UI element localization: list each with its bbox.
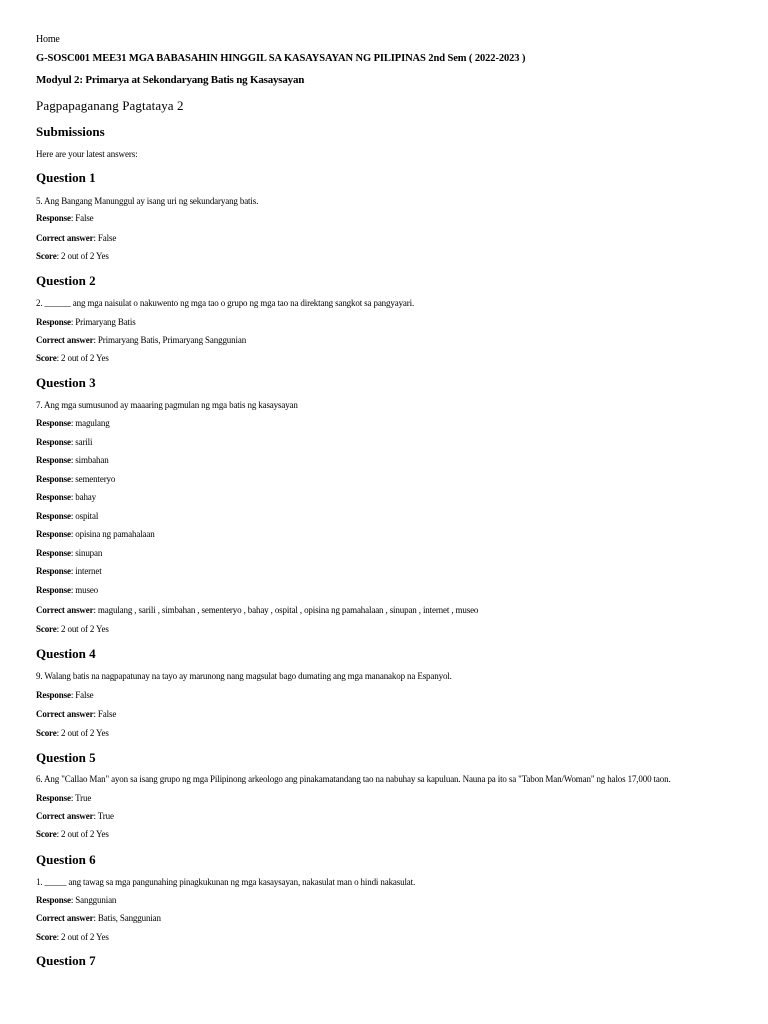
question-6-correct-answer-label: Correct answer [36,913,94,923]
question-5-correct-answer-label: Correct answer [36,811,94,821]
submissions-heading: Submissions [36,124,105,139]
question-2-response-label: Response [36,317,71,327]
question-3-response-label: Response [36,492,71,502]
question-3-response [36,474,115,484]
question-6-response-label: Response [36,895,71,905]
question-1-response-value: : False [70,213,94,223]
question-6-score-label: Score [36,932,57,942]
question-3-score-value: : 2 out of 2 Yes [56,624,109,634]
question-3-score-label: Score [36,624,57,634]
question-3-response [36,418,110,428]
question-3-response-value: : simbahan [70,455,109,465]
question-2-correct-answer-label: Correct answer [36,335,94,345]
question-4-score-label: Score [36,728,57,738]
question-1-correct-answer-value: : False [93,233,117,243]
question-4-correct-answer-label: Correct answer [36,709,94,719]
question-3-response-label: Response [36,584,71,595]
question-1-heading: Question 1 [36,170,96,185]
question-4-response [36,690,94,700]
breadcrumb-home[interactable]: Home [36,34,60,45]
question-3-response-value: : internet [70,566,102,576]
question-4-prompt: 9. Walang batis na nagpapatunay na tayo ay marunong nang magsulat bago dumating ang mga mananakop na Espanyol. [36,671,452,681]
question-3-prompt: 7. Ang mga sumusunod ay maaaring pagmulan ng mga batis ng kasaysayan [36,400,298,410]
question-3-response [36,548,102,558]
question-3-response [36,566,102,576]
question-3-response [36,529,155,539]
question-3-response [36,511,98,521]
question-3-response [36,492,96,502]
question-3-response-value: : magulang [70,418,110,428]
question-5-heading: Question 5 [36,750,96,765]
question-6-correct-answer [36,913,161,923]
question-3-response-value: : museo [70,584,99,595]
question-2-response-value: : Primaryang Batis [70,317,136,327]
intro-text: Here are your latest answers: [36,149,138,159]
question-2-score [36,353,109,363]
question-1-score-value: : 2 out of 2 Yes [56,251,109,261]
question-1-response-label: Response [36,213,71,223]
question-3-response-value: : sarili [70,436,93,447]
question-2-response [36,317,136,327]
question-2-correct-answer-value: : Primaryang Batis, Primaryang Sanggunian [93,335,247,345]
question-1-response [36,213,94,223]
question-4-response-value: : False [70,690,94,700]
question-5-score-label: Score [36,829,57,839]
question-3-response-label: Response [36,566,71,576]
question-5-correct-answer [36,811,114,821]
course-title: G-SOSC001 MEE31 MGA BABASAHIN HINGGIL SA KASAYSAYAN NG PILIPINAS 2nd Sem ( 2022-2023 ) [36,53,526,64]
question-2-correct-answer [36,335,246,345]
module-title: Modyul 2: Primarya at Sekondaryang Batis ng Kasaysayan [36,74,305,86]
question-6-response-value: : Sanggunian [70,895,117,905]
question-3-response-value: : sinupan [70,547,103,558]
question-3-response-label: Response [36,547,71,558]
question-3-correct-answer-label: Correct answer [36,605,94,615]
question-3-response [36,455,109,465]
question-3-correct-answer-value: : magulang , sarili , simbahan , sementeryo , bahay , ospital , opisina ng pamahalaan , sinupan , internet , museo [93,605,479,615]
question-3-response-value: : sementeryo [70,473,116,484]
question-4-correct-answer [36,709,116,719]
question-3-response-value: : opisina ng pamahalaan [70,529,155,539]
question-4-response-label: Response [36,690,71,700]
question-3-heading: Question 3 [36,375,96,390]
question-5-response-label: Response [36,793,71,803]
question-5-correct-answer-value: : True [93,811,114,821]
question-1-correct-answer [36,233,116,243]
question-3-response-label: Response [36,418,71,428]
question-4-heading: Question 4 [36,646,96,661]
question-4-correct-answer-value: : False [93,709,117,719]
question-5-score-value: : 2 out of 2 Yes [56,829,109,839]
assessment-title: Pagpapaganang Pagtataya 2 [36,98,184,113]
question-1-prompt: 5. Ang Bangang Manunggul ay isang uri ng sekundaryang batis. [36,196,259,206]
question-2-score-label: Score [36,353,57,363]
question-3-response [36,585,98,595]
question-3-response [36,437,92,447]
question-6-correct-answer-value: : Batis, Sanggunian [93,913,161,923]
question-3-response-label: Response [36,436,71,447]
question-3-score [36,624,109,634]
question-2-heading: Question 2 [36,273,96,288]
question-1-score [36,251,109,261]
question-6-score-value: : 2 out of 2 Yes [56,932,109,942]
question-1-correct-answer-label: Correct answer [36,233,94,243]
question-7-heading: Question 7 [36,953,96,968]
question-1-score-label: Score [36,251,57,261]
question-6-score [36,932,109,942]
question-6-prompt: 1. _____ ang tawag sa mga pangunahing pinagkukunan ng mga kasaysayan, nakasulat man o hindi nakasulat. [36,877,416,887]
question-5-prompt: 6. Ang "Callao Man" ayon sa isang grupo ng mga Pilipinong arkeologo ang pinakamatandang tao na nabuhay sa kapuluan. Nauna pa ito sa "Tabon Man/Woman" ng halos 17,000 taon. [36,774,671,784]
question-3-response-label: Response [36,510,71,521]
question-6-response [36,895,116,905]
question-5-response [36,793,91,803]
question-3-response-label: Response [36,529,71,539]
question-3-response-value: : ospital [70,510,99,521]
question-3-correct-answer [36,605,478,615]
question-2-prompt: 2. ______ ang mga naisulat o nakuwento ng mga tao o grupo ng mga tao na direktang sangkot sa pangyayari. [36,298,415,308]
question-3-response-label: Response [36,455,71,465]
question-4-score-value: : 2 out of 2 Yes [56,728,109,738]
question-5-response-value: : True [70,793,92,803]
question-4-score [36,728,109,738]
question-2-score-value: : 2 out of 2 Yes [56,353,109,363]
question-5-score [36,829,109,839]
question-6-heading: Question 6 [36,852,96,867]
question-3-response-label: Response [36,473,71,484]
question-3-response-value: : bahay [70,492,97,502]
